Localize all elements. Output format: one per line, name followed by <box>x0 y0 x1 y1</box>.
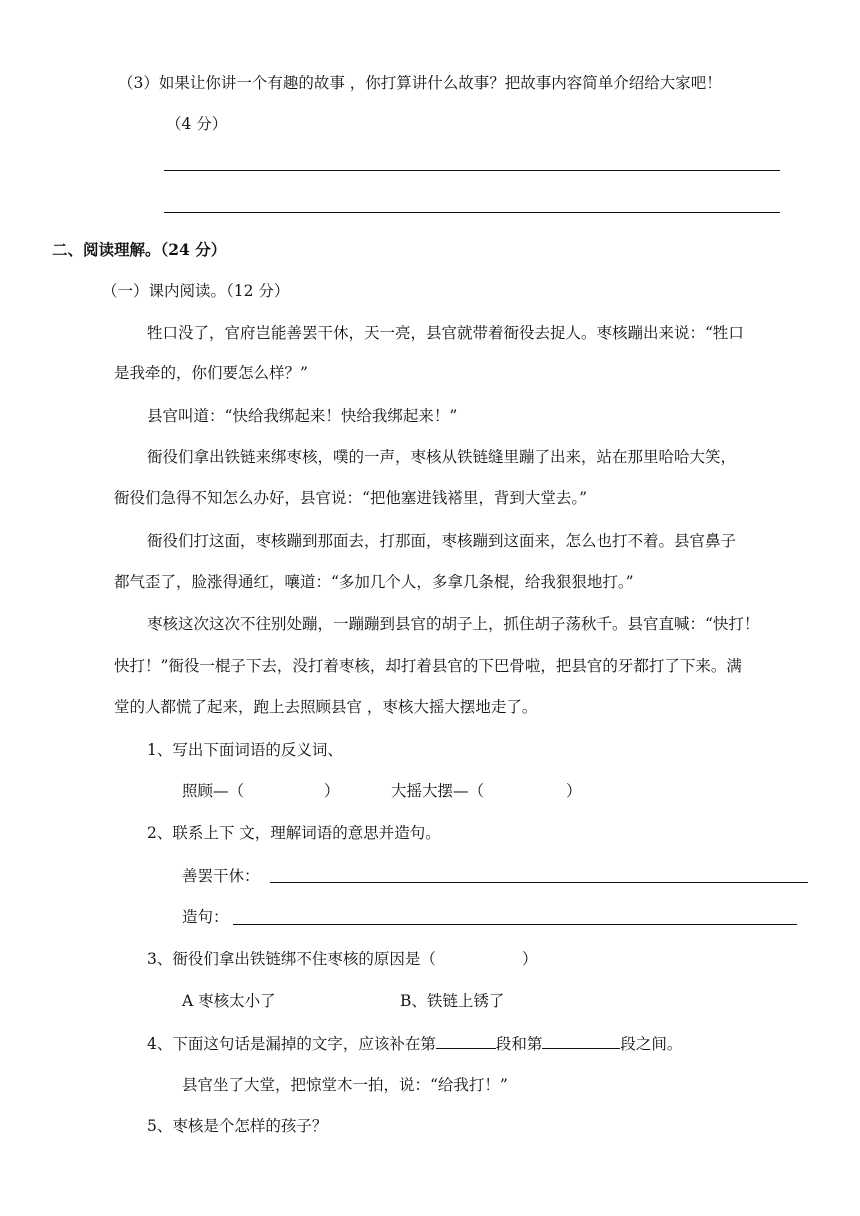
question-3: 3、衙役们拿出铁链绑不住枣核的原因是（ <box>147 950 436 968</box>
question-3-close: ） <box>522 950 538 968</box>
passage-line: 是我牵的，你们要怎么样？” <box>114 364 308 382</box>
passage-line: 都气歪了，脸涨得通红，嚷道：“多加几个人，多拿几条棍，给我狠狠地打。” <box>114 573 634 591</box>
section-heading: 二、阅读理解。（24 分） <box>52 240 227 259</box>
question-4-text-c: 段之间。 <box>620 1035 683 1053</box>
passage-line: 衙役们打这面，枣核蹦到那面去，打那面，枣核蹦到这面来，怎么也打不着。县官鼻子 <box>147 532 737 550</box>
passage-line: 衙役们拿出铁链来绑枣核，噗的一声，枣核从铁链缝里蹦了出来，站在那里哈哈大笑， <box>147 448 737 466</box>
question-4-text-b: 段和第 <box>495 1035 543 1053</box>
antonym-a-close: ） <box>324 782 340 800</box>
paragraph-blank-1[interactable] <box>436 1032 496 1049</box>
passage-line: 快打！”衙役一棍子下去，没打着枣核，却打着县官的下巴骨啦，把县官的牙都打了下来。满 <box>114 657 742 675</box>
passage-line: 牲口没了，官府岂能善罢干休，天一亮，县官就带着衙役去捉人。枣核蹦出来说：“牲口 <box>147 324 744 342</box>
antonym-a-label: 照顾—（ <box>182 782 245 800</box>
option-b[interactable]: B、铁链上锈了 <box>400 992 505 1010</box>
passage-line: 枣核这次这次不往别处蹦，一蹦蹦到县官的胡子上，抓住胡子荡秋千。县官直喊：“快打！ <box>147 615 760 633</box>
question-3-score: （4 分） <box>166 115 228 133</box>
passage-line: 堂的人都慌了起来，跑上去照顾县官 ，枣核大摇大摆地走了。 <box>114 698 538 716</box>
question-3-prompt: （3）如果让你讲一个有趣的故事 ，你打算讲什么故事？把故事内容简单介绍给大家吧！ <box>118 74 722 92</box>
word-meaning-blank[interactable] <box>270 882 808 883</box>
sentence-blank[interactable] <box>233 924 797 925</box>
antonym-b-close: ） <box>566 782 582 800</box>
question-5: 5、枣核是个怎样的孩子？ <box>147 1117 328 1135</box>
paragraph-blank-2[interactable] <box>542 1032 620 1049</box>
word-label: 善罢干休： <box>182 867 260 885</box>
subsection-heading: （一）课内阅读。（12 分） <box>102 282 290 300</box>
passage-line: 县官叫道：“快给我绑起来！快给我绑起来！” <box>147 407 458 425</box>
antonym-b-label: 大摇大摆—（ <box>391 782 485 800</box>
answer-line-2[interactable] <box>164 212 780 213</box>
sentence-label: 造句： <box>182 908 229 926</box>
question-4 <box>147 1032 682 1055</box>
option-a[interactable]: A 枣核太小了 <box>182 992 276 1010</box>
passage-line: 衙役们急得不知怎么办好，县官说：“把他塞进钱褡里，背到大堂去。” <box>114 489 588 507</box>
answer-line-1[interactable] <box>164 170 780 171</box>
missing-sentence: 县官坐了大堂，把惊堂木一拍，说：“给我打！” <box>182 1076 508 1094</box>
question-4-text-a: 4、下面这句话是漏掉的文字，应该补在第 <box>147 1035 436 1053</box>
question-2: 2、联系上下 文，理解词语的意思并造句。 <box>147 824 441 842</box>
question-1: 1、写出下面词语的反义词、 <box>147 741 343 759</box>
